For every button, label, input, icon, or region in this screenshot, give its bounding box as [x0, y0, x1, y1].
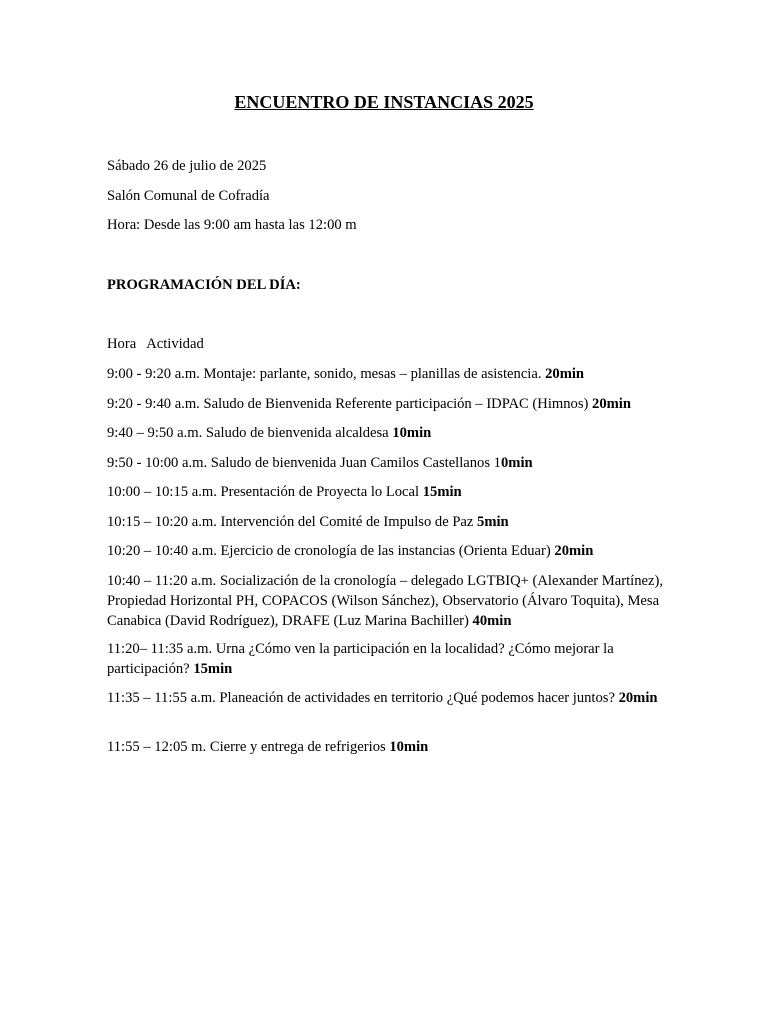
schedule-item: [107, 737, 428, 757]
schedule-item-text: 9:40 – 9:50 a.m. Saludo de bienvenida alcaldesa: [107, 425, 393, 441]
schedule-item: [107, 364, 584, 384]
schedule-item: [107, 482, 462, 502]
schedule-item-duration: 0min: [500, 455, 533, 471]
schedule-item-duration: 10min: [392, 425, 432, 441]
schedule-item-text: 10:00 – 10:15 a.m. Presentación de Proyecta lo Local: [107, 484, 423, 500]
schedule-item-duration: 20min: [554, 543, 594, 559]
schedule-header-activity: Actividad: [146, 336, 204, 352]
schedule-item-duration: 20min: [545, 366, 585, 382]
schedule-item: [107, 394, 631, 414]
schedule-item-duration: 10min: [389, 739, 429, 755]
schedule-item-duration: 40min: [472, 613, 512, 629]
section-heading: PROGRAMACIÓN DEL DÍA:: [107, 277, 301, 293]
schedule-item-duration: 15min: [422, 484, 462, 500]
event-hours: Hora: Desde las 9:00 am hasta las 12:00 m: [107, 217, 357, 233]
schedule-item-duration: 15min: [193, 661, 233, 677]
schedule-item: [107, 453, 533, 473]
schedule-item-text: 11:55 – 12:05 m. Cierre y entrega de refrigerios: [107, 739, 390, 755]
schedule-item: [107, 512, 509, 532]
schedule-item: [107, 541, 593, 561]
schedule-item-text: 9:20 - 9:40 a.m. Saludo de Bienvenida Referente participación – IDPAC (Himnos): [107, 396, 593, 412]
schedule-item-text: 11:20– 11:35 a.m. Urna ¿Cómo ven la participación en la localidad? ¿Cómo mejorar la participación?: [107, 641, 614, 677]
schedule-item-text: 10:40 – 11:20 a.m. Socialización de la cronología – delegado LGTBIQ+ (Alexander Martínez), Propiedad Horizontal PH, COPACOS (Wilson Sánchez), Observatorio (Álvaro Toquita), Mesa Canabica (David Rodríguez), DRAFE (Luz Marina Bachiller): [107, 573, 663, 629]
schedule-item-duration: 20min: [618, 690, 658, 706]
schedule-item: [107, 688, 667, 708]
schedule-item-text: 9:00 - 9:20 a.m. Montaje: parlante, sonido, mesas – planillas de asistencia.: [107, 366, 546, 382]
document-title: ENCUENTRO DE INSTANCIAS 2025: [234, 92, 534, 112]
schedule-item-duration: 5min: [477, 514, 509, 530]
event-date: Sábado 26 de julio de 2025: [107, 158, 267, 174]
event-place: Salón Comunal de Cofradía: [107, 188, 270, 204]
schedule-item: [107, 571, 667, 631]
schedule-item-duration: 20min: [592, 396, 631, 412]
schedule-item-text: 11:35 – 11:55 a.m. Planeación de actividades en territorio ¿Qué podemos hacer juntos?: [107, 690, 619, 706]
schedule-item: [107, 423, 431, 443]
schedule-item-text: 10:15 – 10:20 a.m. Intervención del Comité de Impulso de Paz: [107, 514, 478, 530]
schedule-item: [107, 639, 667, 679]
schedule-header-hour: Hora: [107, 336, 137, 352]
schedule-header: [107, 334, 204, 354]
schedule-item-text: 9:50 - 10:00 a.m. Saludo de bienvenida Juan Camilos Castellanos 1: [107, 455, 501, 471]
schedule-item-text: 10:20 – 10:40 a.m. Ejercicio de cronología de las instancias (Orienta Eduar): [107, 543, 555, 559]
